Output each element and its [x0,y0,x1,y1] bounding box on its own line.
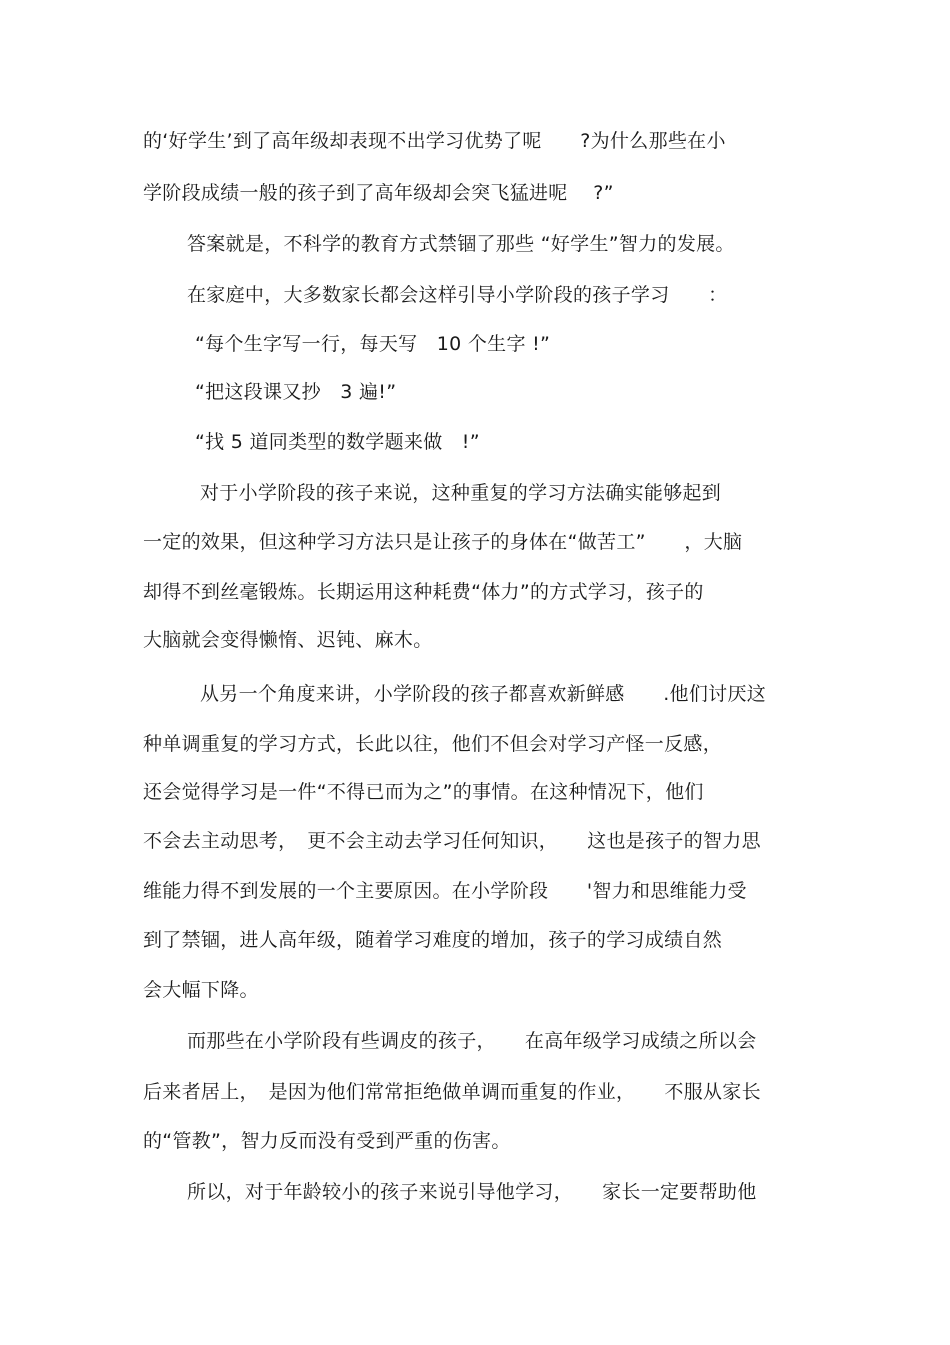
text-line: 答案就是，不科学的教育方式禁锢了那些 “好学生”智力的发展。 [187,233,735,255]
text-line: 会大幅下降。 [143,979,259,1001]
text-line: 不会去主动思考， 更不会主动去学习任何知识， 这也是孩子的智力思 [143,830,761,852]
text-line: 从另一个角度来讲，小学阶段的孩子都喜欢新鲜感 .他们讨厌这 [200,683,767,705]
text-line: 一定的效果，但这种学习方法只是让孩子的身体在“做苦工” ，大脑 [143,531,743,553]
text-line: 种单调重复的学习方式，长此以往，他们不但会对学习产怪一反感， [143,733,723,755]
text-line: 却得不到丝毫锻炼。长期运用这种耗费“体力”的方式学习，孩子的 [143,581,704,603]
text-line: 的‘好学生’到了高年级却表现不出学习优势了呢 ?为什么那些在小 [143,130,726,152]
text-line: 还会觉得学习是一件“不得已而为之”的事情。在这种情况下，他们 [143,781,704,803]
text-line: 学阶段成绩一般的孩子到了高年级却会突飞猛进呢 ?” [143,182,614,204]
text-line: 到了禁锢，进人高年级，随着学习难度的增加，孩子的学习成绩自然 [143,929,723,951]
text-line: 所以，对于年龄较小的孩子来说引导他学习， 家长一定要帮助他 [187,1181,757,1203]
text-line: “把这段课又抄 3 遍!” [195,381,397,403]
text-line: 的“管教”，智力反而没有受到严重的伤害。 [143,1130,511,1152]
text-line: 在家庭中，大多数家长都会这样引导小学阶段的孩子学习 ： [187,284,728,306]
text-line: 而那些在小学阶段有些调皮的孩子， 在高年级学习成绩之所以会 [187,1030,757,1052]
text-line: 后来者居上， 是因为他们常常拒绝做单调而重复的作业， 不服从家长 [143,1081,761,1103]
text-line: 对于小学阶段的孩子来说，这种重复的学习方法确实能够起到 [200,482,722,504]
text-line: “每个生字写一行，每天写 10 个生字 !” [195,333,551,355]
text-line: 大脑就会变得懒惰、迟钝、麻木。 [143,629,433,651]
text-line: “找 5 道同类型的数学题来做 !” [195,431,480,453]
text-line: 维能力得不到发展的一个主要原因。在小学阶段 '智力和思维能力受 [143,880,747,902]
